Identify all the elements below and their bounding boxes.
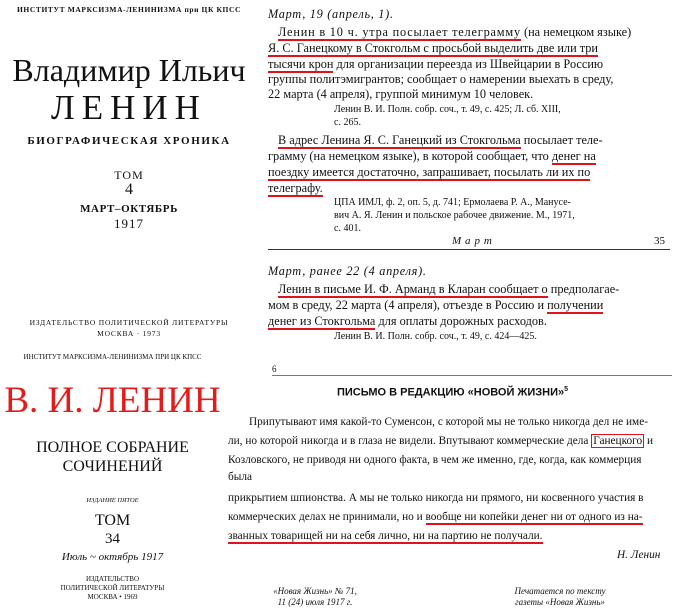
- letter-line7: [228, 530, 543, 542]
- highlight-no-money: вообще ни копейки денег ни от одного из на-: [425, 511, 643, 523]
- entry1-line3-rest: для организации переезда из Швейцарии в Россию: [333, 57, 604, 71]
- entry2-ref-line3: с. 401.: [334, 223, 361, 234]
- cover2-title-line2: СОЧИНЕНИЙ: [62, 458, 163, 475]
- entry1-line1: [278, 25, 631, 40]
- entry2-ref-line2: вич А. Я. Ленин и польское рабочее движение. М., 1971,: [334, 210, 575, 221]
- cover1-author-last: ЛЕНИН: [51, 88, 207, 127]
- entry3-line2-text: мом в среду, 22 марта (4 апреля), отъезде в Россию и: [268, 298, 548, 312]
- entry2-line2: [268, 149, 596, 164]
- entry2-ref-line1: ЦПА ИМЛ, ф. 2, оп. 5, д. 741; Ермолаева Р. А., Манусе-: [334, 197, 571, 208]
- entry1-line2: [268, 41, 598, 56]
- highlight-not-received: званных товарищей ни на себя лично, ни на партию не получали.: [228, 530, 543, 542]
- cover1-publisher: ИЗДАТЕЛЬСТВО ПОЛИТИЧЕСКОЙ ЛИТЕРАТУРЫ: [29, 318, 229, 327]
- letter-line2-text: ли, но которой никогда и в глаза не видели. Впутывают коммерческие дела: [228, 435, 592, 447]
- entry3-line2: [268, 298, 603, 313]
- letter-title-text: ПИСЬМО В РЕДАКЦИЮ «НОВОЙ ЖИЗНИ»: [336, 386, 565, 399]
- entry1-ref-line1: Ленин В. И. Полн. собр. соч., т. 49, с. 425; Л. сб. XIII,: [334, 104, 561, 115]
- entry2-line2-text: грамму (на немецком языке), в которой сообщает, что: [268, 149, 552, 163]
- printed-by-line2: газеты «Новая Жизнь»: [515, 597, 605, 607]
- cover2-publisher-2: ПОЛИТИЧЕСКОЙ ЛИТЕРАТУРЫ: [60, 584, 165, 592]
- entry3-line1-rest: предполагае-: [547, 282, 620, 296]
- letter-line6-text: коммерческих делах не принимали, но и: [228, 511, 426, 523]
- source-line2: 11 (24) июля 1917 г.: [277, 597, 353, 607]
- highlight-ganetsky: Ганецкого: [593, 435, 643, 447]
- entry1-line4: группы политэмигрантов; сообщает о намерении выехать в среду,: [268, 72, 614, 86]
- entry3-date: Март, ранее 22 (4 апреля).: [268, 264, 427, 278]
- entry2-line1: [278, 133, 603, 148]
- cover2-tom-number: 34: [105, 531, 120, 547]
- cover-collected-works: [0, 345, 225, 613]
- highlight-money-stockholm: денег из Стокгольма: [268, 314, 376, 328]
- entry3-ref: Ленин В. И. Полн. собр. соч., т. 49, с. 424—425.: [334, 331, 537, 342]
- page-number: 35: [654, 235, 665, 247]
- highlight-from-stockholm: В адрес Ленина Я. С. Ганецкий из Стокгольма: [278, 133, 521, 147]
- cover1-period: МАРТ–ОКТЯБРЬ: [80, 203, 178, 215]
- entry3-line3-rest: для оплаты дорожных расходов.: [375, 314, 547, 328]
- footnote-mark: 5: [564, 386, 569, 393]
- highlight-telegram: Ленин в 10 ч. утра посылает телеграмму: [278, 25, 521, 39]
- letter-line1: Припутывают имя какой-то Суменсон, с которой мы не только никогда дел не име-: [249, 416, 648, 428]
- letter-page-number: 6: [272, 364, 277, 374]
- cover2-edition: ИЗДАНИЕ ПЯТОЕ: [86, 497, 139, 504]
- cover2-title-line1: ПОЛНОЕ СОБРАНИЕ: [36, 439, 189, 456]
- cover1-tom-word: ТОМ: [114, 168, 144, 182]
- letter-signature: Н. Ленин: [617, 549, 661, 561]
- cover1-author-first: Владимир Ильич: [12, 52, 246, 88]
- entry1-ref-line2: с. 265.: [334, 117, 361, 128]
- highlight-telegraph: телеграфу.: [268, 181, 323, 195]
- entry2-line3: [268, 165, 590, 180]
- highlight-receiving: получении: [547, 298, 604, 312]
- printed-by-line1: Печатается по тексту: [514, 586, 606, 596]
- letter-line6: [228, 511, 643, 523]
- running-head: Март: [452, 235, 496, 247]
- letter-page: [225, 358, 680, 613]
- entry1-date: Март, 19 (апрель, 1).: [268, 7, 394, 21]
- highlight-trip-money: поездку имеется достаточно, запрашивает, посылать ли их по: [268, 165, 591, 179]
- cover-biographical-chronicle: [0, 0, 258, 345]
- cover1-city-year: МОСКВА · 1973: [97, 329, 161, 338]
- cover1-subtitle: БИОГРАФИЧЕСКАЯ ХРОНИКА: [27, 135, 231, 147]
- cover1-year: 1917: [114, 216, 144, 231]
- entry3-line3: [268, 314, 547, 329]
- cover2-institute: ИНСТИТУТ МАРКСИЗМА-ЛЕНИНИЗМА ПРИ ЦК КПСС: [23, 353, 202, 361]
- cover1-institute: ИНСТИТУТ МАРКСИЗМА-ЛЕНИНИЗМА при ЦК КПСС: [16, 5, 242, 14]
- letter-line4: была: [228, 471, 252, 483]
- highlight-ganetsky-request: Я. С. Ганецкому в Стокгольм с просьбой выделить две или три: [268, 41, 598, 55]
- letter-title: [225, 386, 680, 399]
- cover2-author: В. И. ЛЕНИН: [4, 380, 221, 421]
- entry2-line4: [268, 181, 323, 196]
- cover2-tom-word: ТОМ: [94, 512, 131, 529]
- entry2-line1-rest: посылает теле-: [520, 133, 603, 147]
- letter-line5: прикрытием шпионства. А мы не только никогда ни прямого, ни косвенного участия в: [228, 492, 644, 504]
- highlight-money: денег на: [551, 149, 596, 163]
- entry1-line3: [268, 57, 603, 72]
- cover2-period: Июль ~ октябрь 1917: [61, 551, 164, 563]
- cover2-city-year: МОСКВА • 1969: [87, 593, 138, 601]
- letter-line2: [228, 435, 653, 447]
- source-line1: «Новая Жизнь» № 71,: [273, 586, 357, 596]
- letter-line3: Козловского, не приводя ни одного факта, в чем же именно, где, когда, как коммерция: [228, 454, 642, 466]
- letter-top-rule: [272, 375, 672, 376]
- cover2-publisher-1: ИЗДАТЕЛЬСТВО: [85, 575, 140, 583]
- entry1-line1-rest: (на немецком языке): [520, 25, 632, 39]
- letter-line2-end: и: [644, 435, 654, 447]
- highlight-crowns: тысячи крон: [268, 57, 334, 71]
- page-rule: [268, 249, 670, 250]
- entry1-line5: 22 марта (4 апреля), группой минимум 10 человек.: [268, 87, 534, 101]
- entry3-line1: [278, 282, 619, 297]
- cover1-tom-number: 4: [125, 181, 133, 198]
- chronicle-page: [262, 0, 680, 345]
- highlight-armand-letter: Ленин в письме И. Ф. Арманд в Кларан сообщает о: [278, 282, 548, 296]
